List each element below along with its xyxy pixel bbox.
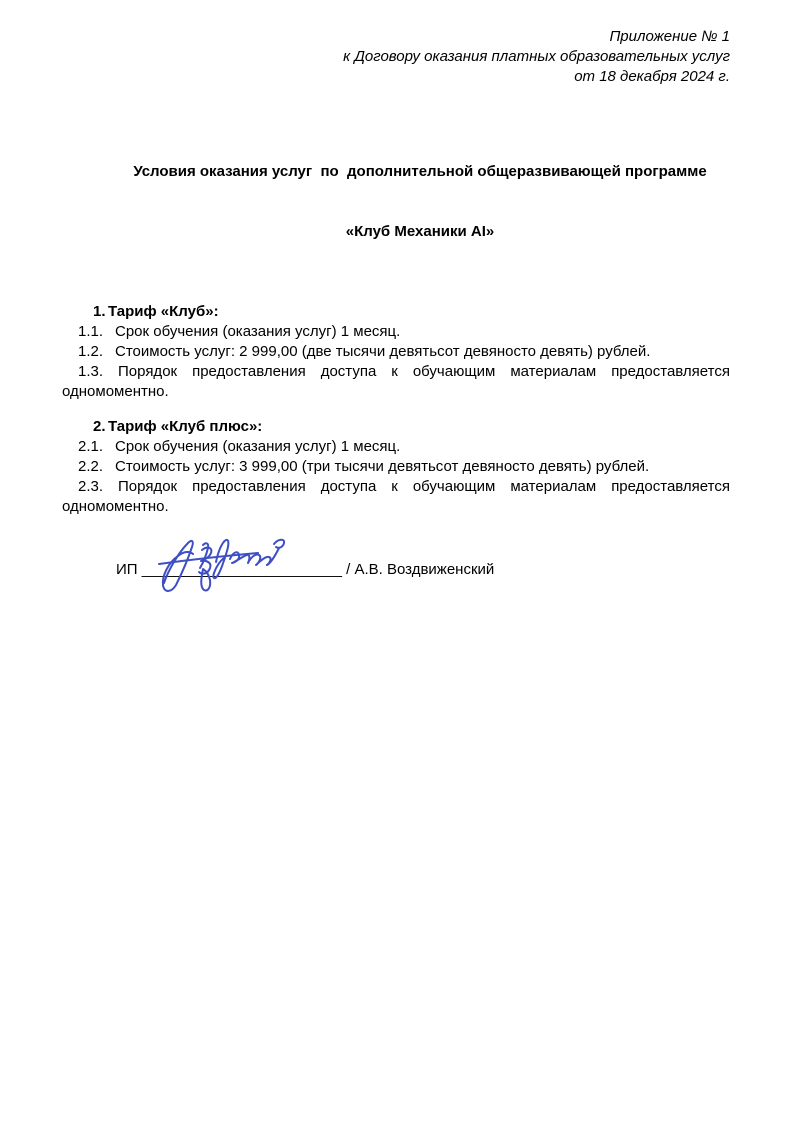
item-text: Стоимость услуг: 2 999,00 (две тысячи девятьсот девяносто девять) рублей. (115, 343, 651, 360)
item-number: 1.2. (78, 343, 104, 360)
section-number: 1. (93, 303, 106, 320)
section-heading (62, 417, 730, 437)
section-number: 2. (93, 418, 106, 435)
section-heading-label: Тариф «Клуб»: (108, 303, 219, 320)
signature-blank-line: ________________________ (141, 561, 342, 578)
list-item (62, 477, 730, 517)
section-tariff-club (62, 302, 730, 402)
document-title-line-1: Условия оказания услуг по дополнительной общеразвивающей программе (133, 163, 707, 180)
item-wrap-line: одномоментно. (62, 383, 169, 400)
signer-name: / А.В. Воздвиженский (346, 561, 495, 578)
document-title (110, 122, 730, 282)
list-item (62, 322, 730, 342)
list-item (62, 437, 730, 457)
section-heading-label: Тариф «Клуб плюс»: (108, 418, 263, 435)
section-tariff-club-plus (62, 417, 730, 517)
item-number: 2.3. (78, 478, 104, 495)
list-item (62, 362, 730, 402)
item-justified-line: 2.3. Порядок предоставления доступа к обучающим материалам предоставляется (78, 478, 730, 495)
item-number: 2.2. (78, 458, 104, 475)
list-item (62, 457, 730, 477)
item-number: 2.1. (78, 438, 104, 455)
item-text: Срок обучения (оказания услуг) 1 месяц. (115, 438, 401, 455)
signer-prefix: ИП (116, 561, 138, 578)
appendix-header (62, 27, 730, 87)
section-heading (62, 302, 730, 322)
item-number: 1.1. (78, 323, 104, 340)
item-text: Срок обучения (оказания услуг) 1 месяц. (115, 323, 401, 340)
signature-row (62, 560, 730, 580)
item-wrap-line: одномоментно. (62, 498, 169, 515)
appendix-number-line: Приложение № 1 (609, 28, 730, 45)
item-number: 1.3. (78, 363, 104, 380)
item-justified-line: 1.3. Порядок предоставления доступа к обучающим материалам предоставляется (78, 363, 730, 380)
contract-reference-line: к Договору оказания платных образовательных услуг (343, 48, 730, 65)
list-item (62, 342, 730, 362)
document-title-line-2: «Клуб Механики AI» (345, 223, 495, 240)
contract-date-line: от 18 декабря 2024 г. (574, 68, 730, 85)
item-text: Стоимость услуг: 3 999,00 (три тысячи девятьсот девяносто девять) рублей. (115, 458, 650, 475)
